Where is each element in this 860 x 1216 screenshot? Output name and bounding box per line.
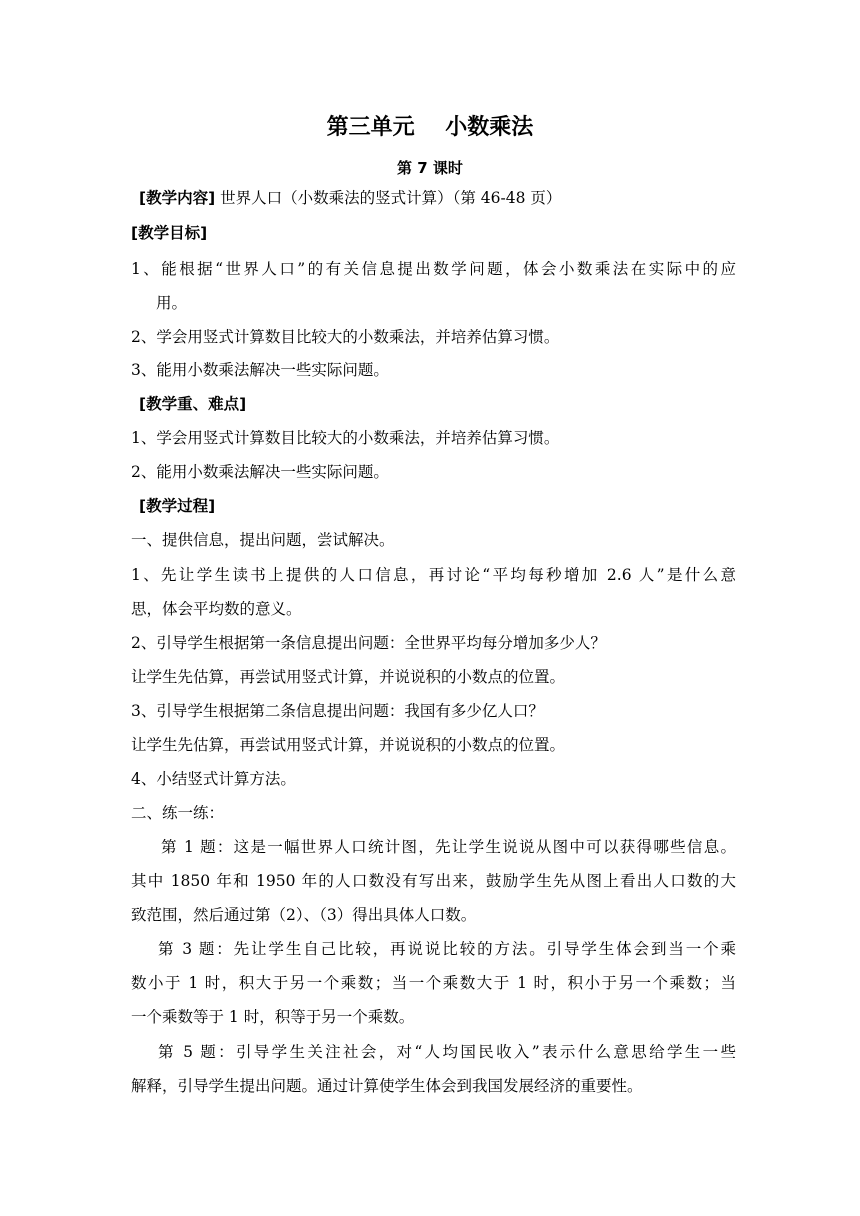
step-2: 2、引导学生根据第一条信息提出问题：全世界平均每分增加多少人？ [131, 634, 606, 652]
exercise-1-line-3: 致范围，然后通过第（2）、（3）得出具体人口数。 [131, 906, 477, 924]
process-heading: [教学过程] [139, 497, 216, 515]
content-text: 世界人口（小数乘法的竖式计算）（第 46-48 页） [220, 189, 562, 207]
exercise-1-line-1: 第 1 题：这是一幅世界人口统计图，先让学生说说从图中可以获得哪些信息。 [161, 838, 736, 856]
goal-1-line-1: 1、能根据“世界人口”的有关信息提出数学问题，体会小数乘法在实际中的应 [131, 260, 736, 278]
exercise-3-line-2: 数小于 1 时，积大于另一个乘数；当一个乘数大于 1 时，积小于另一个乘数；当 [131, 974, 736, 992]
goal-1-line-2: 用。 [156, 294, 188, 312]
exercise-5-line-2: 解释，引导学生提出问题。通过计算使学生体会到我国发展经济的重要性。 [131, 1077, 643, 1095]
exercise-3-line-3: 一个乘数等于 1 时，积等于另一个乘数。 [131, 1008, 415, 1026]
step-3-note: 让学生先估算，再尝试用竖式计算，并说说积的小数点的位置。 [131, 736, 566, 754]
exercise-3-line-1: 第 3 题：先让学生自己比较，再说说比较的方法。引导学生体会到当一个乘 [158, 940, 736, 958]
step-1-line-1: 1、先让学生读书上提供的人口信息，再讨论“平均每秒增加 2.6 人”是什么意 [131, 566, 736, 584]
key-point-1: 1、学会用竖式计算数目比较大的小数乘法，并培养估算习惯。 [131, 429, 560, 447]
goal-3: 3、能用小数乘法解决一些实际问题。 [131, 361, 389, 379]
step-3: 3、引导学生根据第二条信息提出问题：我国有多少亿人口？ [131, 702, 544, 720]
exercise-5-line-1: 第 5 题：引导学生关注社会，对“人均国民收入”表示什么意思给学生一些 [158, 1043, 736, 1061]
part-2-heading: 二、练一练： [131, 804, 225, 822]
key-point-2: 2、能用小数乘法解决一些实际问题。 [131, 463, 389, 481]
part-1-heading: 一、提供信息，提出问题，尝试解决。 [131, 531, 395, 549]
step-4: 4、小结竖式计算方法。 [131, 770, 296, 788]
exercise-1-line-2: 其中 1850 年和 1950 年的人口数没有写出来，鼓励学生先从图上看出人口数的大 [131, 872, 736, 890]
content-line [139, 186, 744, 210]
key-points-heading: [教学重、难点] [139, 395, 247, 413]
unit-title: 第三单元 小数乘法 [326, 115, 534, 140]
goals-heading: [教学目标] [131, 224, 208, 242]
step-1-line-2: 思，体会平均数的意义。 [131, 600, 302, 618]
step-2-note: 让学生先估算，再尝试用竖式计算，并说说积的小数点的位置。 [131, 668, 566, 686]
lesson-subtitle: 第 7 课时 [397, 159, 463, 177]
goal-2: 2、学会用竖式计算数目比较大的小数乘法，并培养估算习惯。 [131, 328, 560, 346]
content-heading: [教学内容] [139, 189, 216, 207]
